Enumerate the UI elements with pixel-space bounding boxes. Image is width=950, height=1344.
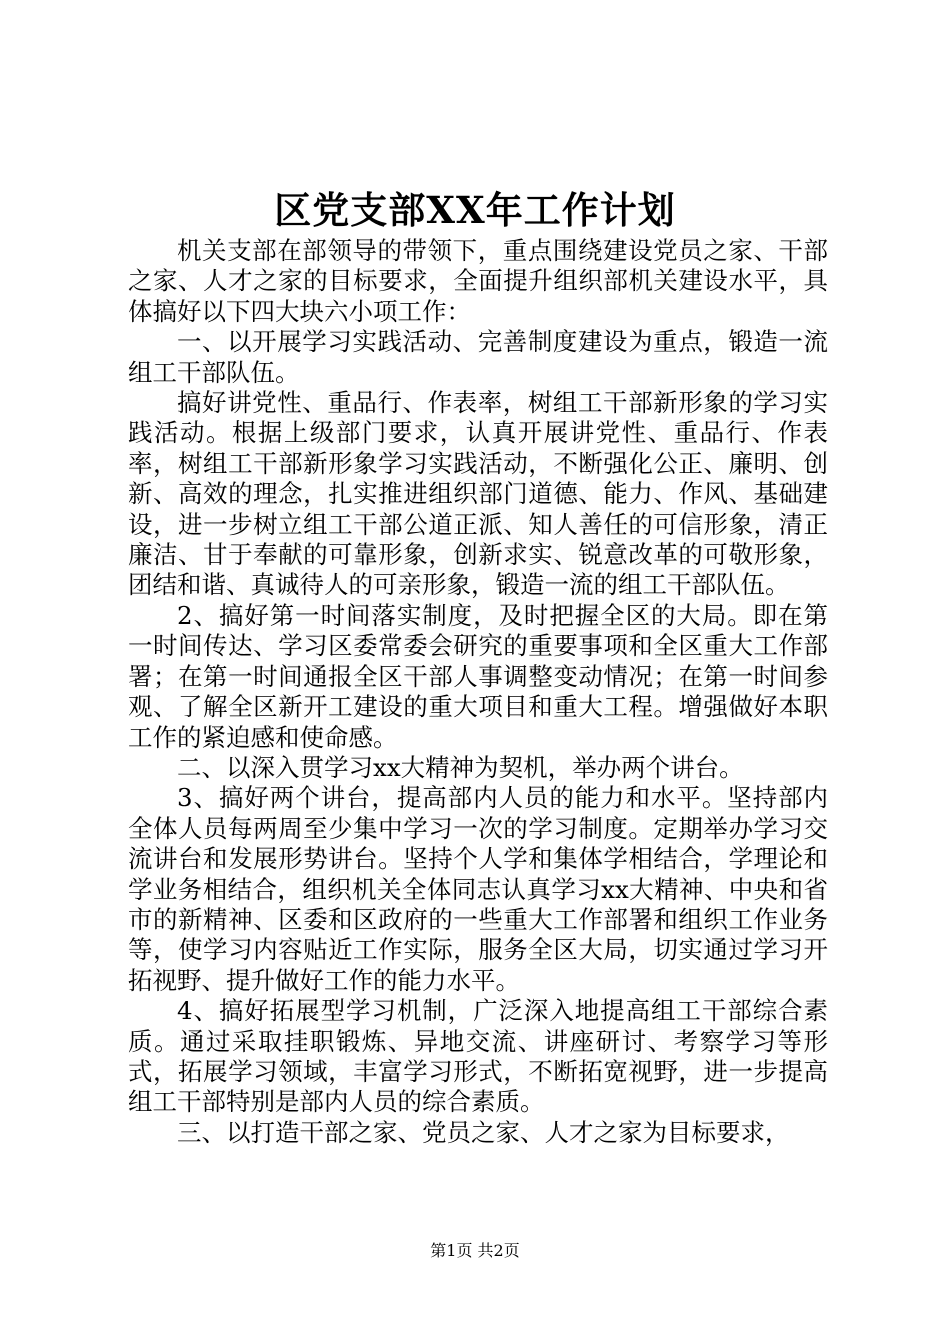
paragraph-study-practice: 搞好讲党性、重品行、作表率，树组工干部新形象的学习实践活动。根据上级部门要求，认真开展讲党性、重品行、作表率，树组工干部新形象学习实践活动，不断强化公正、廉明、创新、高效的理念，扎实推进组织部门道德、能力、作风、基础建设，进一步树立组工干部公道正派、知人善任的可信形象，清正廉洁、甘于奉献的可靠形象，创新求实、锐意改革的可敬形象，团结和谐、真诚待人的可亲形象，锻造一流的组工干部队伍。 <box>128 388 828 600</box>
paragraph-item-2: 2、搞好第一时间落实制度，及时把握全区的大局。即在第一时间传达、学习区委常委会研究的重要事项和全区重大工作部署；在第一时间通报全区干部人事调整变动情况；在第一时间参观、了解全区新开工建设的重大项目和重大工程。增强做好本职工作的紧迫感和使命感。 <box>128 600 828 752</box>
paragraph-section-2-heading: 二、以深入贯学习xx大精神为契机，举办两个讲台。 <box>177 752 744 782</box>
paragraph-item-4: 4、搞好拓展型学习机制，广泛深入地提高组工干部综合素质。通过采取挂职锻炼、异地交流、讲座研讨、考察学习等形式，拓展学习领域，丰富学习形式，不断拓宽视野，进一步提高组工干部特别是部内人员的综合素质。 <box>128 996 828 1117</box>
document-body <box>128 236 828 1148</box>
page-number-footer: 第1页 共2页 <box>430 1241 520 1260</box>
document-title: 区党支部XX年工作计划 <box>274 188 676 232</box>
paragraph-section-1-heading: 一、以开展学习实践活动、完善制度建设为重点，锻造一流组工干部队伍。 <box>128 327 828 387</box>
paragraph-section-3-heading: 三、以打造干部之家、党员之家、人才之家为目标要求， <box>177 1117 790 1147</box>
paragraph-intro: 机关支部在部领导的带领下，重点围绕建设党员之家、干部之家、人才之家的目标要求，全面提升组织部机关建设水平，具体搞好以下四大块六小项工作： <box>128 236 828 326</box>
paragraph-item-3: 3、搞好两个讲台，提高部内人员的能力和水平。坚持部内全体人员每两周至少集中学习一次的学习制度。定期举办学习交流讲台和发展形势讲台。坚持个人学和集体学相结合，学理论和学业务相结合，组织机关全体同志认真学习xx大精神、中央和省市的新精神、区委和区政府的一些重大工作部署和组织工作业务等，使学习内容贴近工作实际，服务全区大局，切实通过学习开拓视野、提升做好工作的能力水平。 <box>128 783 828 995</box>
